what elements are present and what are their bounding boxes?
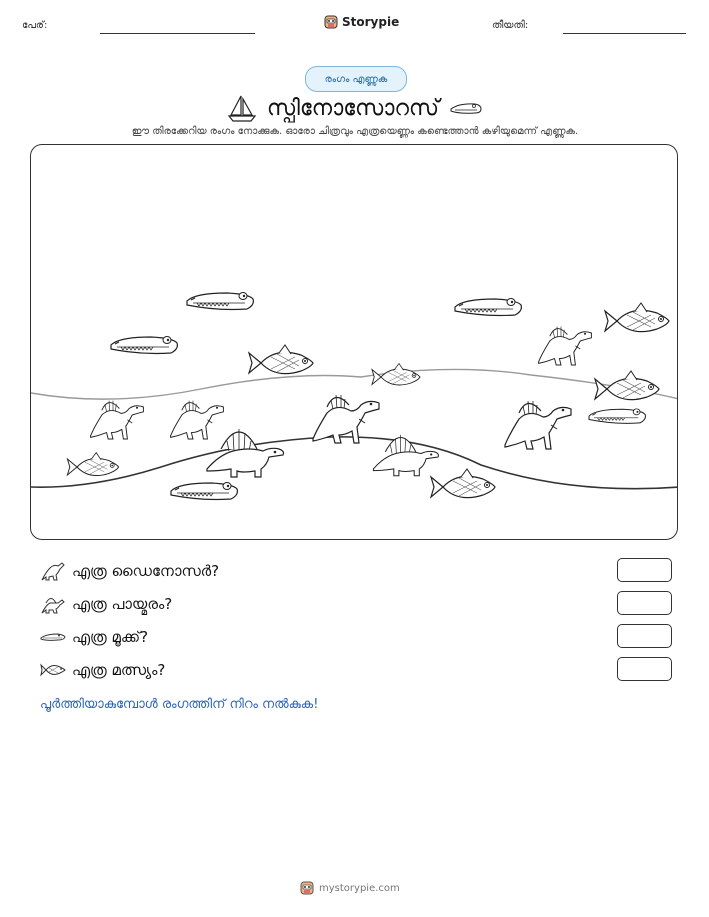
spinosaurus-icon bbox=[40, 593, 66, 615]
question-text: എത്ര മൂക്ക്? bbox=[72, 628, 149, 646]
fish-icon bbox=[40, 659, 66, 681]
question-text: എത്ര പായ്മരം? bbox=[72, 595, 173, 613]
instructions: ഈ തിരക്കേറിയ രംഗം നോക്കുക. ഓരോ ചിത്രവും എത്രയെണ്ണം കണ്ടെത്താൻ കഴിയുമെന്ന് എണ്ണുക. bbox=[131, 126, 579, 137]
scene-snout bbox=[589, 409, 645, 423]
storypie-mascot-icon bbox=[324, 14, 338, 30]
coloring-instruction: പൂർത്തിയാകുമ്പോൾ രംഗത്തിന് നിറം നൽകുക! bbox=[40, 697, 319, 712]
name-label: പേര്: bbox=[22, 20, 48, 31]
question-text: എത്ര ഡൈനോസർ? bbox=[72, 562, 220, 580]
sailboat-icon bbox=[227, 93, 257, 123]
scene-fish bbox=[431, 469, 495, 498]
name-line[interactable] bbox=[100, 33, 255, 34]
question-row bbox=[40, 558, 672, 584]
answer-box[interactable] bbox=[617, 591, 672, 615]
scene-snout bbox=[171, 483, 237, 500]
scene-illustration bbox=[31, 145, 678, 540]
scene-dinosaur bbox=[171, 401, 224, 439]
answer-box[interactable] bbox=[617, 624, 672, 648]
question-row bbox=[40, 591, 672, 617]
crocodile-snout-icon bbox=[40, 626, 66, 648]
scene-sail-dinosaur bbox=[373, 435, 438, 476]
brand-logo bbox=[324, 14, 399, 30]
site-footer bbox=[300, 880, 400, 896]
question-text: എത്ര മത്സ്യം? bbox=[72, 661, 166, 679]
scene-fish bbox=[605, 303, 669, 332]
scene-snout bbox=[187, 293, 253, 310]
scene-dinosaur bbox=[313, 395, 379, 443]
question-row bbox=[40, 657, 672, 683]
activity-badge: രംഗം എണ്ണുക bbox=[305, 66, 407, 92]
scene-snout bbox=[111, 337, 177, 354]
scene-fish bbox=[249, 345, 313, 374]
scene-dinosaur bbox=[91, 401, 144, 439]
title-row bbox=[200, 90, 510, 126]
scene-snout bbox=[455, 299, 521, 316]
answer-box[interactable] bbox=[617, 558, 672, 582]
scene-fish bbox=[67, 453, 118, 476]
answer-box[interactable] bbox=[617, 657, 672, 681]
date-label: തീയതി: bbox=[492, 20, 529, 31]
brand-name: Storypie bbox=[342, 15, 400, 29]
dinosaur-icon bbox=[40, 560, 66, 582]
site-url: mystorypie.com bbox=[319, 882, 400, 894]
scene-dinosaur bbox=[539, 327, 592, 365]
scene-sail-dinosaur bbox=[207, 429, 284, 477]
date-line[interactable] bbox=[563, 33, 686, 34]
crocodile-snout-icon bbox=[449, 99, 483, 117]
scene-dinosaur bbox=[505, 401, 571, 449]
counting-scene bbox=[30, 144, 678, 540]
page-title: സ്പിനോസോറസ് bbox=[266, 95, 440, 121]
question-row bbox=[40, 624, 672, 650]
storypie-mascot-icon bbox=[300, 880, 314, 896]
